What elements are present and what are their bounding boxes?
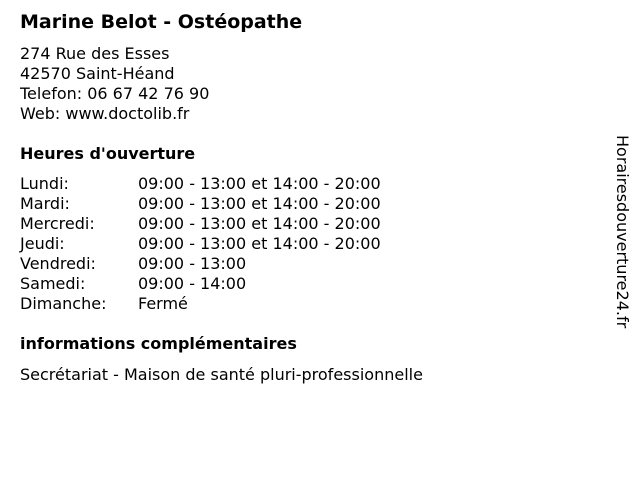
day-label: Lundi: (20, 174, 69, 193)
time-range: 09:00 - 13:00 et 14:00 - 20:00 (138, 174, 381, 193)
hours-row (20, 174, 381, 194)
day-label: Samedi: (20, 274, 86, 293)
phone-number: Telefon: 06 67 42 76 90 (20, 84, 210, 103)
hours-row (20, 294, 381, 314)
time-range: 09:00 - 13:00 (138, 254, 247, 273)
day-label: Dimanche: (20, 294, 107, 313)
page-title: Marine Belot - Ostéopathe (20, 11, 303, 33)
time-range: 09:00 - 13:00 et 14:00 - 20:00 (138, 194, 381, 213)
hours-row (20, 214, 381, 234)
address-block (20, 44, 209, 124)
day-label: Mardi: (20, 194, 70, 213)
info-heading: informations complémentaires (20, 334, 297, 353)
time-range: 09:00 - 14:00 (138, 274, 247, 293)
site-watermark: Horairesdouverture24.fr (613, 135, 632, 329)
hours-row (20, 254, 381, 274)
city-address: 42570 Saint-Héand (20, 64, 175, 83)
day-label: Mercredi: (20, 214, 95, 233)
time-range: 09:00 - 13:00 et 14:00 - 20:00 (138, 234, 381, 253)
hours-table (20, 174, 381, 314)
street-address: 274 Rue des Esses (20, 44, 170, 63)
hours-row (20, 274, 381, 294)
info-text: Secrétariat - Maison de santé pluri-professionnelle (20, 365, 423, 384)
website: Web: www.doctolib.fr (20, 104, 190, 123)
hours-row (20, 194, 381, 214)
day-label: Vendredi: (20, 254, 96, 273)
day-label: Jeudi: (20, 234, 65, 253)
hours-row (20, 234, 381, 254)
time-range: 09:00 - 13:00 et 14:00 - 20:00 (138, 214, 381, 233)
hours-heading: Heures d'ouverture (20, 144, 196, 163)
time-range: Fermé (138, 294, 188, 313)
